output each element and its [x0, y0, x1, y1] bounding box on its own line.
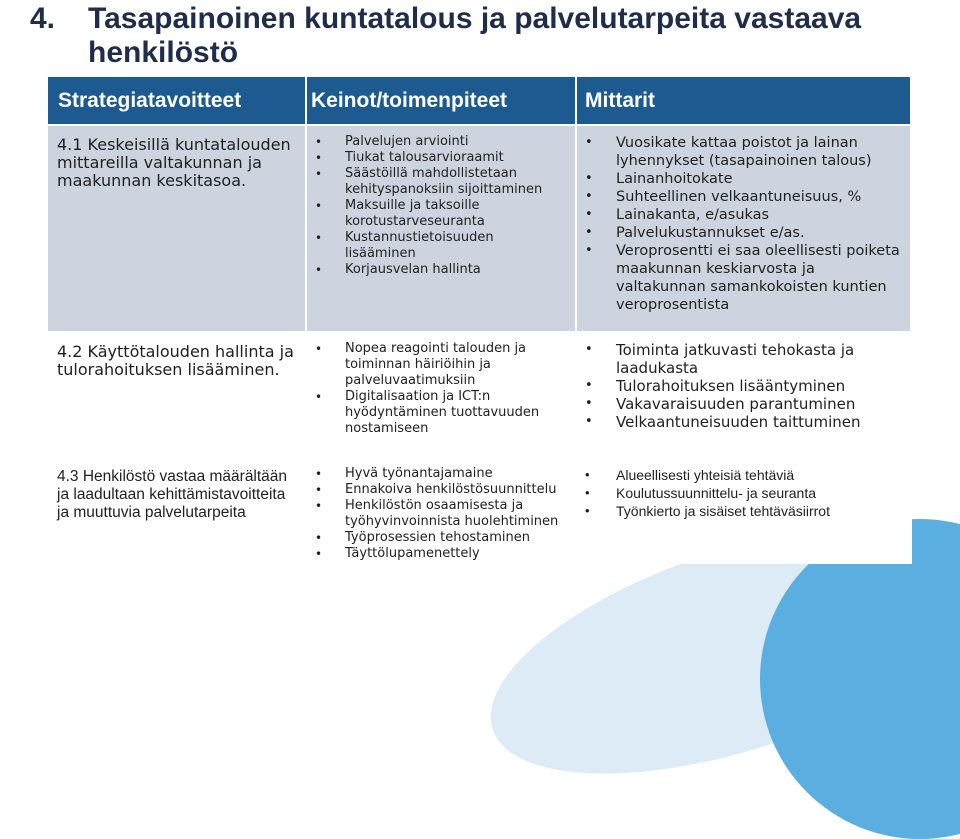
- list-item: • Alueellisesti yhteisiä tehtäviä: [616, 466, 902, 484]
- slide-title-line-1: Tasapainoinen kuntatalous ja palvelutarpeita vastaava: [88, 2, 862, 35]
- goal-text: 4.1 Keskeisillä kuntatalouden mittareilla valtakunnan ja maakunnan keskitasoa.: [57, 135, 291, 190]
- table-row: [48, 332, 911, 457]
- table-row: [48, 125, 911, 332]
- header-mittarit: Mittarit: [576, 77, 911, 125]
- list-item: • Lainanhoitokate: [616, 170, 902, 188]
- actions-cell: [306, 125, 576, 332]
- actions-cell: [306, 332, 576, 457]
- list-item: • Velkaantuneisuuden taittuminen: [616, 413, 902, 431]
- list-item: • Ennakoiva henkilöstösuunnittelu: [345, 482, 567, 498]
- list-item: • Vakavaraisuuden parantuminen: [616, 395, 902, 413]
- list-item: • Digitalisaation ja ICT:n hyödyntäminen tuottavuuden nostamiseen: [345, 389, 567, 437]
- list-item: • Työnkierto ja sisäiset tehtäväsiirrot: [616, 502, 902, 520]
- table-row: [48, 457, 911, 563]
- goal-cell: [48, 332, 306, 457]
- metrics-cell: [576, 125, 911, 332]
- metrics-list: [577, 126, 910, 314]
- list-item: • Maksuille ja taksoille korotustarveseuranta: [345, 198, 567, 230]
- list-item: • Tiukat talousarvioraamit: [345, 150, 567, 166]
- list-item: • Veroprosentti ei saa oleellisesti poiketa maakunnan keskiarvosta ja valtakunnan samankokoisten kuntien veroprosentista: [616, 242, 902, 314]
- goal-text: 4.2 Käyttötalouden hallinta ja tulorahoituksen lisääminen.: [57, 342, 294, 379]
- strategy-table: [48, 77, 912, 564]
- header-strategiatavoitteet: Strategiatavoitteet: [48, 77, 306, 125]
- list-item: • Toiminta jatkuvasti tehokasta ja laadukasta: [616, 341, 902, 377]
- actions-list: [307, 458, 575, 562]
- metrics-list: [577, 458, 910, 520]
- metrics-list: [577, 333, 910, 431]
- slide-number: 4.: [30, 2, 56, 35]
- header-keinot-toimenpiteet: Keinot/toimenpiteet: [306, 77, 576, 125]
- list-item: • Kustannustietoisuuden lisääminen: [345, 230, 567, 262]
- list-item: • Suhteellinen velkaantuneisuus, %: [616, 188, 902, 206]
- table-header-row: [48, 77, 911, 125]
- list-item: • Palvelujen arviointi: [345, 134, 567, 150]
- list-item: • Koulutussuunnittelu- ja seuranta: [616, 484, 902, 502]
- list-item: • Säästöillä mahdollistetaan kehityspanoksiin sijoittaminen: [345, 166, 567, 198]
- goal-text: 4.3 Henkilöstö vastaa määrältään ja laadultaan kehittämistavoitteita ja muuttuvia palvelutarpeita: [57, 468, 288, 521]
- actions-cell: [306, 457, 576, 563]
- list-item: • Tulorahoituksen lisääntyminen: [616, 377, 902, 395]
- list-item: • Henkilöstön osaamisesta ja työhyvinvoinnista huolehtiminen: [345, 498, 567, 530]
- metrics-cell: [576, 332, 911, 457]
- list-item: • Nopea reagointi talouden ja toiminnan häiriöihin ja palveluvaatimuksiin: [345, 341, 567, 389]
- metrics-cell: [576, 457, 911, 563]
- list-item: • Palvelukustannukset e/as.: [616, 224, 902, 242]
- goal-cell: [48, 457, 306, 563]
- list-item: • Hyvä työnantajamaine: [345, 466, 567, 482]
- list-item: • Lainakanta, e/asukas: [616, 206, 902, 224]
- actions-list: [307, 126, 575, 278]
- list-item: • Täyttölupamenettely: [345, 546, 567, 562]
- list-item: • Korjausvelan hallinta: [345, 262, 567, 278]
- slide-title-line-2: henkilöstö: [88, 36, 239, 69]
- list-item: • Vuosikate kattaa poistot ja lainan lyhennykset (tasapainoinen talous): [616, 134, 902, 170]
- list-item: • Työprosessien tehostaminen: [345, 530, 567, 546]
- goal-cell: [48, 125, 306, 332]
- actions-list: [307, 333, 575, 437]
